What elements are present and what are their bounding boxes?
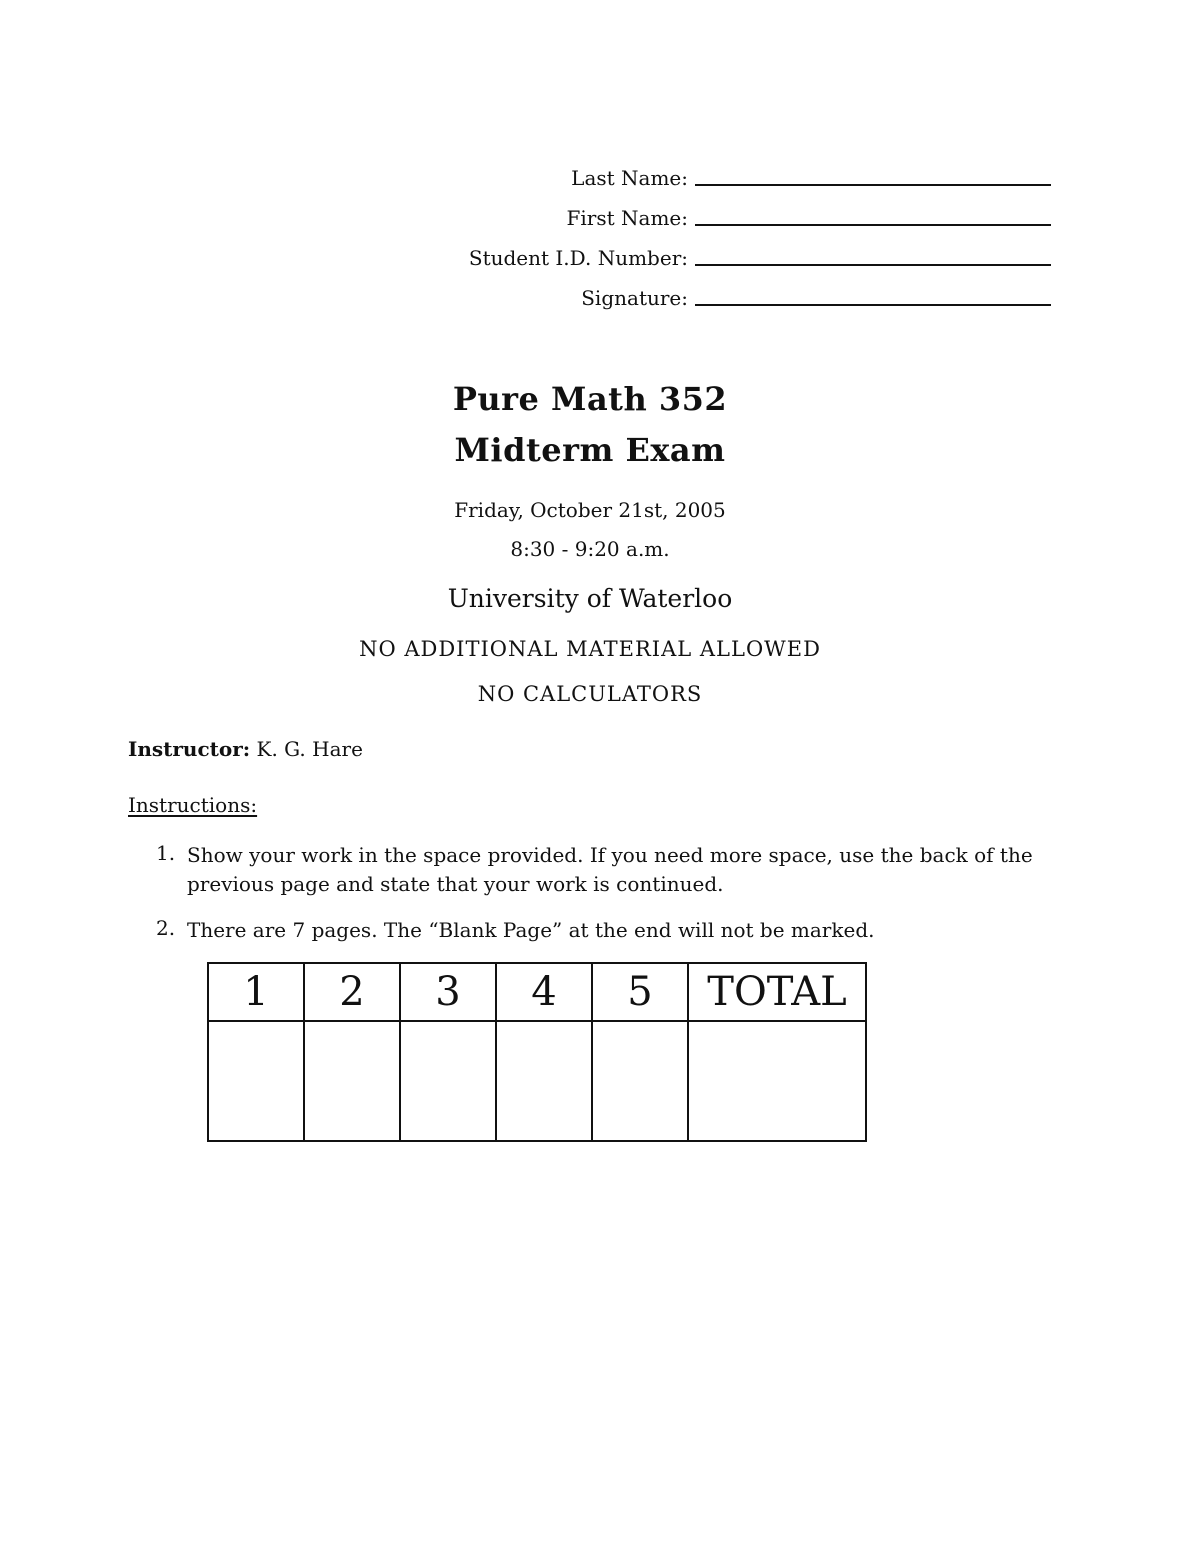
- score-cell-total[interactable]: [688, 1021, 866, 1141]
- instruction-text: Show your work in the space provided. If you need more space, use the back of the previous page and state that your work is continued.: [187, 843, 1033, 896]
- score-cell-q3[interactable]: [400, 1021, 496, 1141]
- exam-time: 8:30 - 9:20 a.m.: [510, 537, 670, 561]
- instruction-text: There are 7 pages. The “Blank Page” at the end will not be marked.: [187, 918, 875, 942]
- last-name-label: Last Name:: [571, 166, 688, 190]
- score-header-q1: 1: [208, 963, 304, 1021]
- score-table: [207, 962, 867, 1142]
- exam-title: Midterm Exam: [454, 431, 726, 469]
- student-id-label: Student I.D. Number:: [468, 246, 688, 270]
- exam-date: Friday, October 21st, 2005: [454, 498, 726, 522]
- notice-no-calculators: NO CALCULATORS: [477, 682, 703, 706]
- score-header-q4: 4: [496, 963, 592, 1021]
- first-name-label: First Name:: [566, 206, 688, 230]
- last-name-field[interactable]: [695, 184, 1051, 186]
- score-header-q2: 2: [304, 963, 400, 1021]
- first-name-field[interactable]: [695, 224, 1051, 226]
- instructor-name: K. G. Hare: [256, 737, 363, 761]
- student-id-field[interactable]: [695, 264, 1051, 266]
- score-cell-q1[interactable]: [208, 1021, 304, 1141]
- notice-no-material: NO ADDITIONAL MATERIAL ALLOWED: [359, 637, 821, 661]
- score-header-q5: 5: [592, 963, 688, 1021]
- instruction-number: 1.: [156, 841, 176, 865]
- score-header-q3: 3: [400, 963, 496, 1021]
- signature-label: Signature:: [581, 286, 688, 310]
- course-title: Pure Math 352: [452, 380, 728, 418]
- instruction-number: 2.: [156, 916, 176, 940]
- score-header-total: TOTAL: [688, 963, 866, 1021]
- signature-field[interactable]: [695, 304, 1051, 306]
- instructor-line: [128, 737, 363, 761]
- score-header-row: [208, 963, 866, 1021]
- score-entry-row: [208, 1021, 866, 1141]
- instructions-heading: Instructions:: [128, 793, 258, 817]
- instructor-label: Instructor:: [128, 737, 251, 761]
- score-cell-q2[interactable]: [304, 1021, 400, 1141]
- score-cell-q5[interactable]: [592, 1021, 688, 1141]
- score-cell-q4[interactable]: [496, 1021, 592, 1141]
- university-name: University of Waterloo: [447, 584, 733, 613]
